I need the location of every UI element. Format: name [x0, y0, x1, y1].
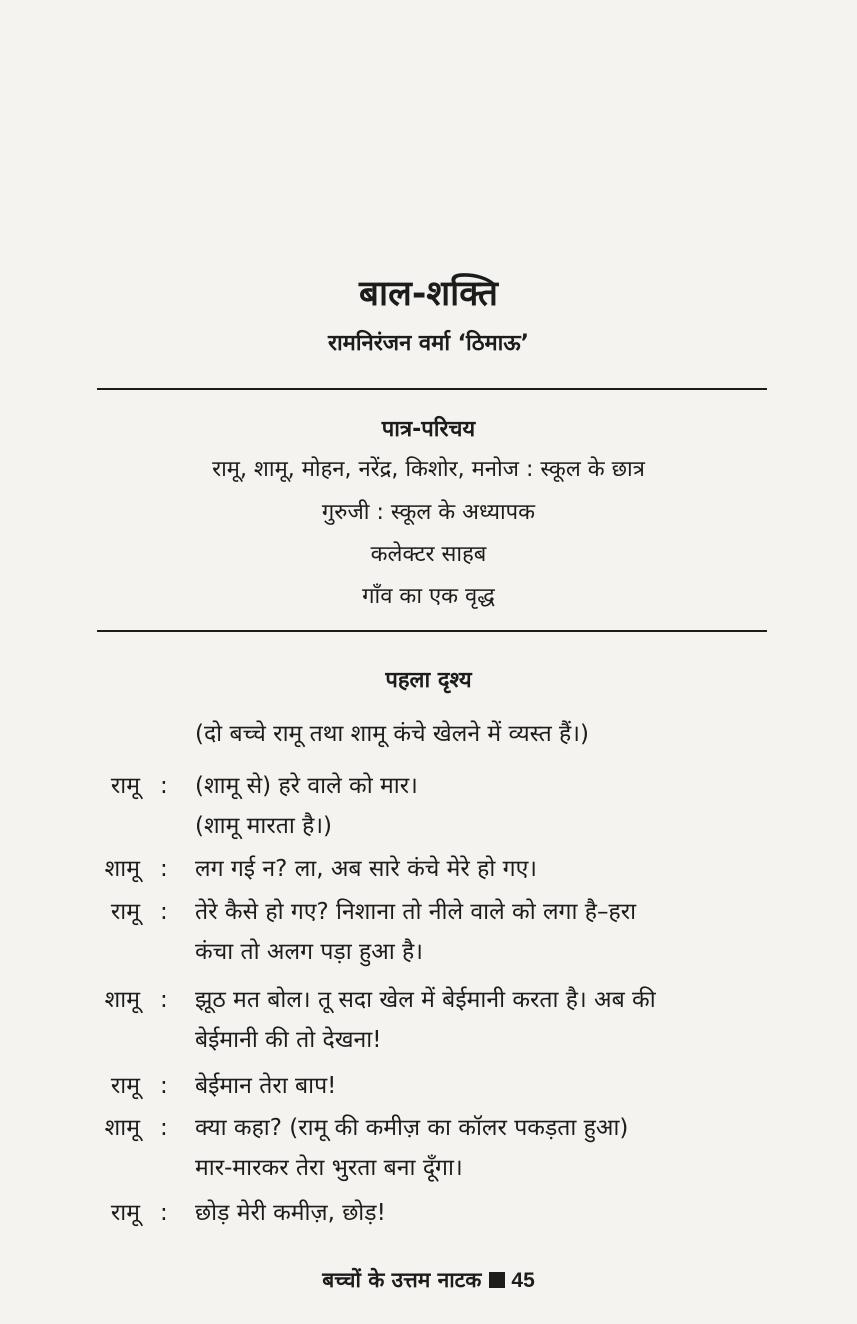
page-footer [0, 1265, 857, 1296]
speaker-colon: : [160, 773, 168, 799]
speaker-colon: : [160, 1073, 168, 1099]
speaker-name: रामू [110, 1200, 140, 1226]
dialogue-line: क्या कहा? (रामू की कमीज़ का कॉलर पकड़ता हुआ) [195, 1115, 629, 1141]
dialogue-line: छोड़ मेरी कमीज़, छोड़! [195, 1200, 386, 1226]
square-bullet-icon [489, 1272, 505, 1288]
speaker-name: रामू [110, 899, 140, 925]
stage-direction: (दो बच्चे रामू तथा शामू कंचे खेलने में व्यस्त हैं।) [195, 721, 589, 747]
speaker-name: शामू [104, 987, 140, 1013]
divider-bottom [97, 630, 767, 632]
cast-line: कलेक्टर साहब [370, 542, 487, 567]
cast-heading: पात्र-परिचय [381, 417, 476, 442]
cast-line: गुरुजी : स्कूल के अध्यापक [321, 500, 536, 525]
speaker-colon: : [160, 1115, 168, 1141]
dialogue-text [195, 849, 780, 889]
divider-top [97, 388, 767, 390]
dialogue-text [195, 766, 780, 846]
speaker-colon: : [160, 987, 168, 1013]
speaker-name: रामू [110, 1073, 140, 1099]
dialogue-text [195, 892, 780, 972]
dialogue-line: कंचा तो अलग पड़ा हुआ है। [195, 939, 423, 965]
cast-line: रामू, शामू, मोहन, नरेंद्र, किशोर, मनोज : स्कूल के छात्र [212, 457, 645, 482]
cast-line: गाँव का एक वृद्ध [362, 584, 495, 609]
speaker-name: शामू [104, 1115, 140, 1141]
dialogue-text [195, 980, 780, 1060]
speaker-colon: : [160, 856, 168, 882]
dialogue-line: बेईमानी की तो देखना! [195, 1027, 382, 1053]
book-title: बच्चों के उत्तम नाटक [322, 1268, 482, 1292]
speaker-colon: : [160, 1200, 168, 1226]
dialogue-line: (शामू मारता है।) [195, 813, 333, 839]
dialogue-text [195, 1066, 780, 1106]
speaker-colon: : [160, 899, 168, 925]
dialogue-line: (शामू से) हरे वाले को मार। [195, 773, 418, 799]
scene-heading: पहला दृश्य [385, 668, 472, 693]
dialogue-line: बेईमान तेरा बाप! [195, 1073, 337, 1099]
page-number: 45 [511, 1269, 535, 1292]
dialogue-line: झूठ मत बोल। तू सदा खेल में बेईमानी करता है। अब की [195, 987, 656, 1013]
dialogue-line: मार-मारकर तेरा भुरता बना दूँगा। [195, 1155, 463, 1181]
speaker-name: रामू [110, 773, 140, 799]
dialogue-line: लग गई न? ला, अब सारे कंचे मेरे हो गए। [195, 856, 538, 882]
dialogue-text [195, 1108, 780, 1188]
dialogue-text [195, 1193, 780, 1233]
author-name: रामनिरंजन वर्मा ‘ठिमाऊ’ [327, 331, 530, 356]
play-title: बाल-शक्ति [359, 274, 498, 314]
speaker-name: शामू [104, 856, 140, 882]
dialogue-line: तेरे कैसे हो गए? निशाना तो नीले वाले को लगा है–हरा [195, 899, 637, 925]
